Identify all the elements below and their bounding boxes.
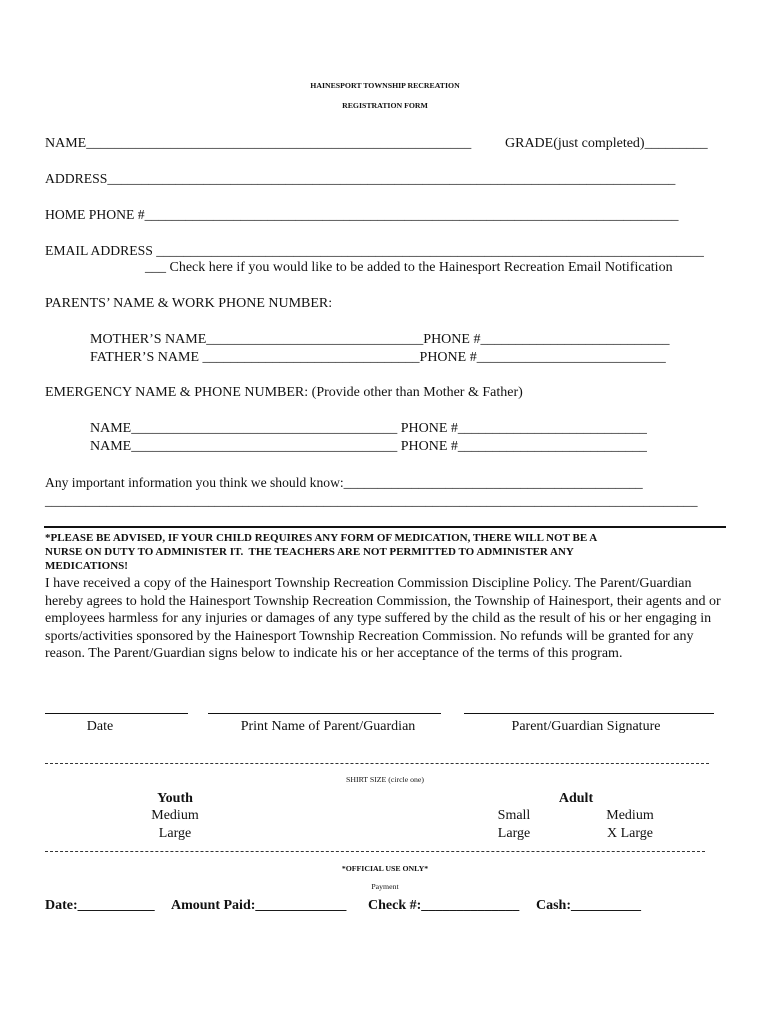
signature-label: Parent/Guardian Signature bbox=[511, 719, 661, 734]
youth-label: Youth bbox=[157, 791, 193, 806]
amount-paid-field[interactable]: Amount Paid:_____________ bbox=[171, 898, 347, 913]
signature-line[interactable] bbox=[464, 713, 714, 714]
medication-notice-line1: *PLEASE BE ADVISED, IF YOUR CHILD REQUIRES ANY FORM OF MEDICATION, THERE WILL NOT BE A bbox=[45, 532, 598, 544]
payment-label: Payment bbox=[371, 882, 399, 891]
grade-field[interactable]: GRADE(just completed)_________ bbox=[505, 136, 708, 151]
mother-field[interactable]: MOTHER’S NAME_______________________________PHONE #___________________________ bbox=[90, 332, 670, 347]
adult-size-large[interactable]: Large bbox=[497, 826, 531, 841]
date-label: Date bbox=[86, 719, 114, 734]
dashed-divider-2 bbox=[45, 851, 705, 852]
check-number-field[interactable]: Check #:______________ bbox=[368, 898, 520, 913]
form-title-line1: HAINESPORT TOWNSHIP RECREATION bbox=[310, 81, 460, 90]
print-name-label: Print Name of Parent/Guardian bbox=[240, 719, 416, 734]
section-divider bbox=[44, 526, 726, 528]
adult-size-x-large[interactable]: X Large bbox=[607, 826, 653, 841]
adult-size-medium[interactable]: Medium bbox=[606, 808, 654, 823]
emergency-heading: EMERGENCY NAME & PHONE NUMBER: (Provide other than Mother & Father) bbox=[45, 385, 523, 400]
official-use-heading: *OFFICIAL USE ONLY* bbox=[341, 864, 429, 873]
medication-notice-line2: NURSE ON DUTY TO ADMINISTER IT. THE TEACHERS ARE NOT PERMITTED TO ADMINISTER ANY bbox=[45, 546, 574, 558]
print-name-line[interactable] bbox=[208, 713, 441, 714]
date-line[interactable] bbox=[45, 713, 188, 714]
home-phone-field[interactable]: HOME PHONE #______________________________________________________________________________ bbox=[45, 207, 679, 222]
cash-field[interactable]: Cash:__________ bbox=[536, 898, 642, 913]
agreement-paragraph: I have received a copy of the Hainesport Township Recreation Commission Discipline Policy. The Parent/Guardian hereby agrees to hold the Hainesport Township Recreation Commission, the Township of Hainesport, their agents and or employees harmless for any injuries or damages of any type suffered by the child as the result of his or her engaging in sports/activities sponsored by the Hainesport Township Recreation Commission. No refunds will be granted for any reason. The Parent/Guardian signs below to indicate his or her acceptance of the terms of this program. bbox=[45, 576, 721, 661]
name-field[interactable]: NAME_______________________________________________________ bbox=[45, 136, 472, 151]
emergency-contact-1[interactable]: NAME______________________________________ PHONE #___________________________ bbox=[90, 421, 647, 436]
adult-size-small[interactable]: Small bbox=[497, 808, 531, 823]
youth-size-large[interactable]: Large bbox=[158, 826, 192, 841]
address-field[interactable]: ADDRESS___________________________________________________________________________________ bbox=[45, 171, 676, 186]
important-info-field[interactable]: Any important information you think we should know:____________________________________________ bbox=[45, 475, 643, 490]
father-field[interactable]: FATHER’S NAME _______________________________PHONE #___________________________ bbox=[90, 350, 666, 365]
adult-label: Adult bbox=[558, 791, 594, 806]
shirt-size-heading: SHIRT SIZE (circle one) bbox=[346, 775, 424, 784]
email-field[interactable]: EMAIL ADDRESS ________________________________________________________________________________ bbox=[45, 243, 704, 258]
official-date-field[interactable]: Date:___________ bbox=[45, 898, 155, 913]
youth-size-medium[interactable]: Medium bbox=[151, 808, 199, 823]
email-notification-checkbox[interactable]: ___ Check here if you would like to be added to the Hainesport Recreation Email Notification bbox=[145, 260, 673, 275]
emergency-contact-2[interactable]: NAME______________________________________ PHONE #___________________________ bbox=[90, 439, 647, 454]
dashed-divider-1 bbox=[45, 763, 709, 764]
form-title-line2: REGISTRATION FORM bbox=[342, 101, 428, 110]
parents-heading: PARENTS’ NAME & WORK PHONE NUMBER: bbox=[45, 296, 333, 311]
medication-notice-line3: MEDICATIONS! bbox=[45, 560, 128, 572]
important-info-line2[interactable]: ________________________________________________________________________________________________ bbox=[45, 493, 698, 508]
